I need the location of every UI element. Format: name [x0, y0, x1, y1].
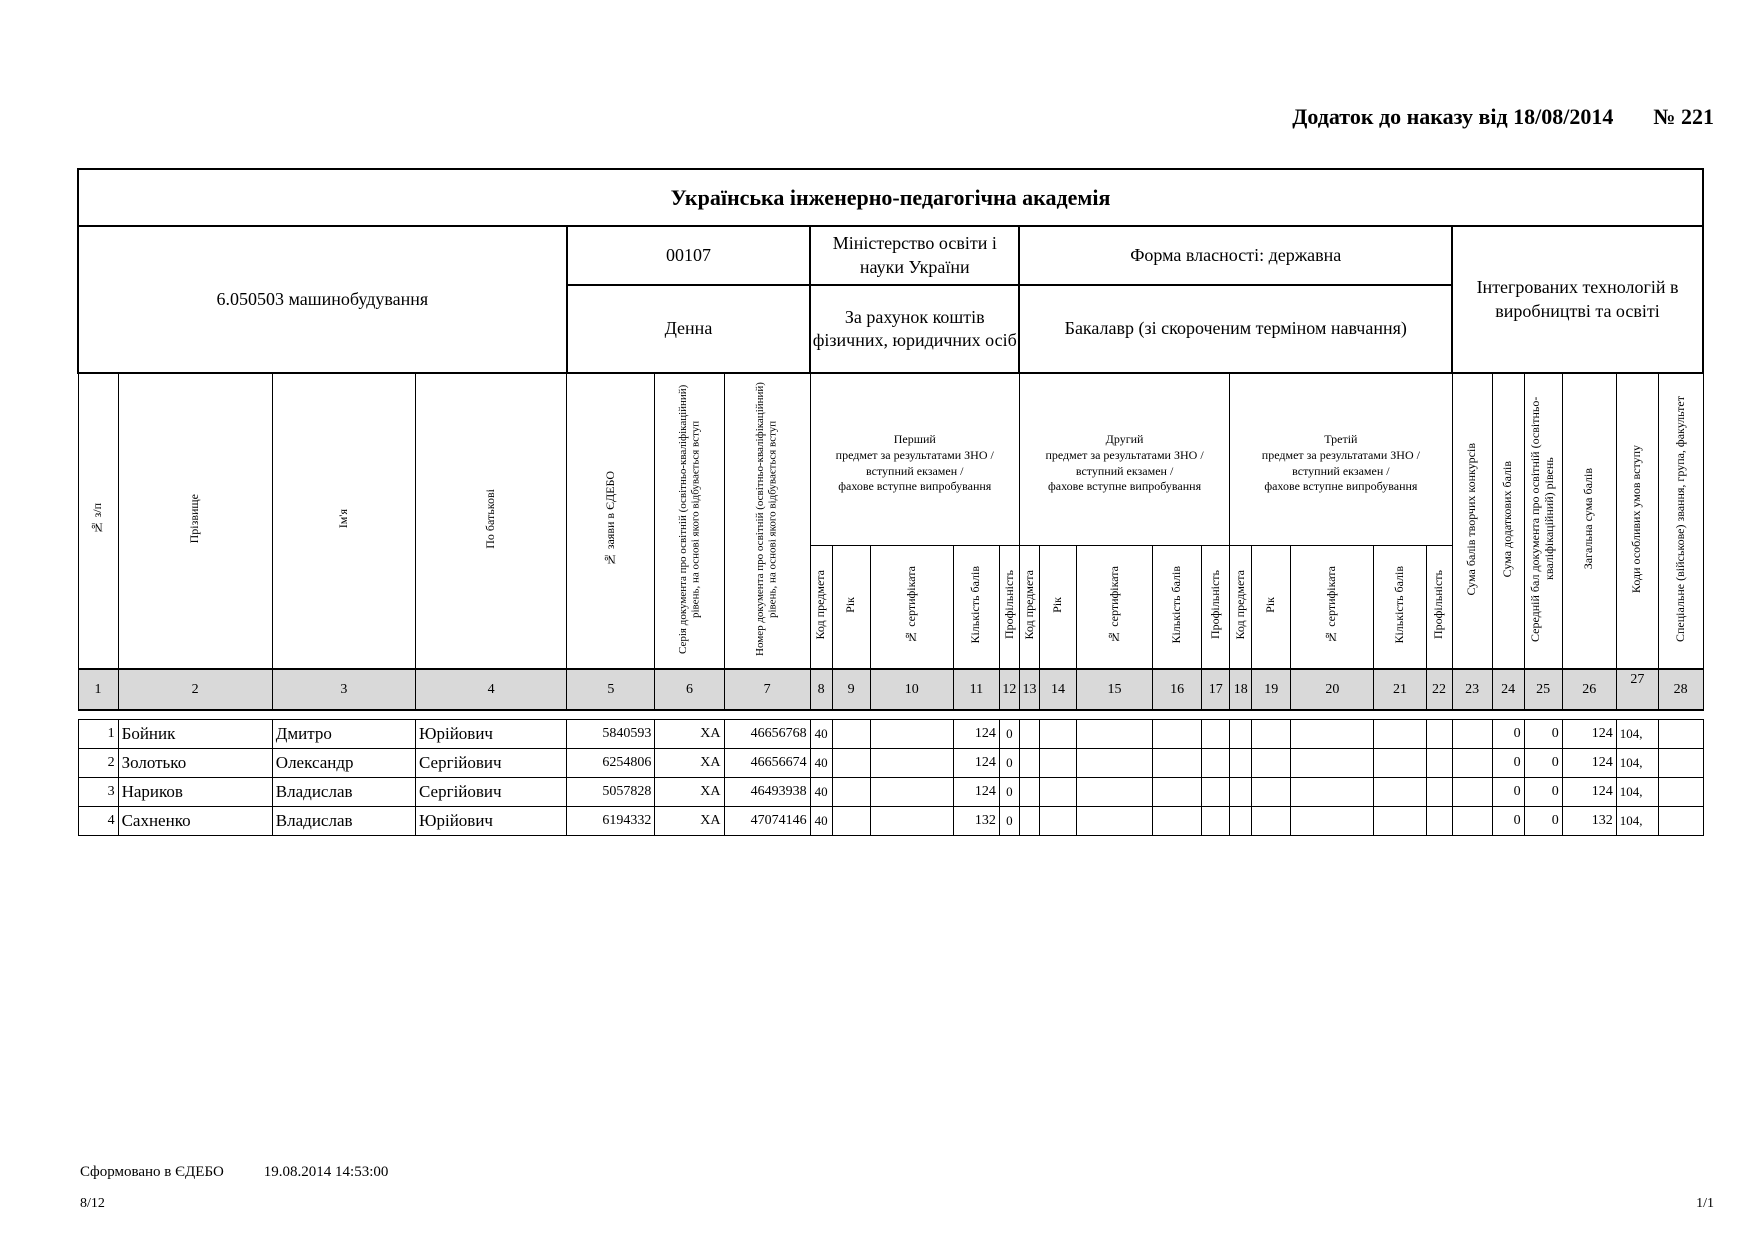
page-number: 1/1 [1696, 1196, 1714, 1211]
col-number: 1 [78, 669, 118, 710]
ministry-cell: Міністерство освіти і науки України [810, 226, 1019, 285]
col-number: 10 [870, 669, 953, 710]
col-surname: Прізвище [118, 373, 272, 669]
col-number: 12 [999, 669, 1019, 710]
col-s3-year: Рік [1252, 545, 1291, 669]
col-s2-year: Рік [1039, 545, 1076, 669]
table-row: 1 Бойник Дмитро Юрійович 5840593 ХА 46656768 40 124 0 0 0 124 104, [78, 720, 1703, 749]
col-s3-points: Кількість балів [1374, 545, 1426, 669]
col-s3-profile: Профільність [1426, 545, 1452, 669]
col-number: 7 [724, 669, 810, 710]
col-number: 2 [118, 669, 272, 710]
col-doc-series: Серія документа про освітній (освітньо-кваліфікаційний) рівень, на основі якого відбувається вступ [655, 373, 724, 669]
col-number: 6 [655, 669, 724, 710]
col-number: 28 [1658, 669, 1703, 710]
col-number: 23 [1452, 669, 1492, 710]
col-number: 21 [1374, 669, 1426, 710]
col-number: 8 [810, 669, 832, 710]
order-header [1292, 104, 1714, 130]
col-subject-2: Другий предмет за результатами ЗНО / вступний екзамен / фахове вступне випробування [1019, 373, 1229, 545]
col-s1-code: Код предмета [810, 545, 832, 669]
col-creative-points: Сума балів творчих конкурсів [1452, 373, 1492, 669]
col-additional-points: Сума додаткових балів [1492, 373, 1524, 669]
col-s1-year: Рік [832, 545, 870, 669]
code-cell: 00107 [567, 226, 810, 285]
col-number: 13 [1019, 669, 1039, 710]
col-number: 16 [1153, 669, 1202, 710]
degree-cell: Бакалавр (зі скороченим терміном навчання) [1019, 285, 1452, 373]
col-s1-profile: Профільність [999, 545, 1019, 669]
col-number: 3 [272, 669, 415, 710]
col-s2-cert: № сертифіката [1077, 545, 1153, 669]
order-number: № 221 [1653, 104, 1714, 129]
ownership-cell: Форма власності: державна [1019, 226, 1452, 285]
col-number: 25 [1524, 669, 1562, 710]
col-number: 27 [1616, 669, 1658, 710]
study-form-cell: Денна [567, 285, 810, 373]
col-average-grade: Середній бал документа про освітній (освітньо-кваліфікаційний) рівень [1524, 373, 1562, 669]
col-s3-code: Код предмета [1230, 545, 1252, 669]
col-patronymic: По батькові [416, 373, 567, 669]
faculty-cell: Інтегрованих технологій в виробництві та освіті [1452, 226, 1703, 373]
generated-datetime: 19.08.2014 14:53:00 [263, 1164, 389, 1180]
order-title: Додаток до наказу від 18/08/2014 [1292, 104, 1614, 129]
col-s2-points: Кількість балів [1153, 545, 1202, 669]
col-subject-1: Перший предмет за результатами ЗНО / вступний екзамен / фахове вступне випробування [810, 373, 1019, 545]
col-number: 24 [1492, 669, 1524, 710]
column-number-row [78, 669, 1703, 710]
col-s3-cert: № сертифіката [1291, 545, 1374, 669]
col-number: 20 [1291, 669, 1374, 710]
col-number: 18 [1230, 669, 1252, 710]
col-special-codes: Коди особливих умов вступу [1616, 373, 1658, 669]
col-number: 14 [1039, 669, 1076, 710]
col-doc-number: Номер документа про освітній (освітньо-кваліфікаційний) рівень, на основі якого відбувається вступ [724, 373, 810, 669]
generated-label: Сформовано в ЄДЕБО [80, 1164, 224, 1180]
col-name: Ім'я [272, 373, 415, 669]
col-number: 15 [1077, 669, 1153, 710]
col-number: 26 [1562, 669, 1616, 710]
col-special-rank: Спеціальне (військове) звання, група, факультет [1658, 373, 1703, 669]
col-subject-3: Третій предмет за результатами ЗНО / вступний екзамен / фахове вступне випробування [1230, 373, 1452, 545]
col-application-number: № заяви в ЄДЕБО [567, 373, 655, 669]
col-number: 4 [416, 669, 567, 710]
col-s1-cert: № сертифіката [870, 545, 953, 669]
sheet-number: 8/12 [80, 1196, 105, 1211]
col-s2-profile: Профільність [1202, 545, 1230, 669]
table-row: 3 Нариков Владислав Сергійович 5057828 ХА 46493938 40 124 0 0 0 124 104, [78, 778, 1703, 807]
table-row: 2 Золотько Олександр Сергійович 6254806 ХА 46656674 40 124 0 0 0 124 104, [78, 749, 1703, 778]
table-row: 4 Сахненко Владислав Юрійович 6194332 ХА 47074146 40 132 0 0 0 132 104, [78, 807, 1703, 836]
footer-generated [80, 1164, 388, 1181]
col-total-points: Загальна сума балів [1562, 373, 1616, 669]
col-s1-points: Кількість балів [953, 545, 999, 669]
institution-title: Українська інженерно-педагогічна академія [78, 169, 1703, 226]
col-number: 5 [567, 669, 655, 710]
col-number: 11 [953, 669, 999, 710]
specialty-cell: 6.050503 машинобудування [78, 226, 567, 373]
col-number: 22 [1426, 669, 1452, 710]
funding-cell: За рахунок коштів фізичних, юридичних осіб [810, 285, 1019, 373]
col-number: 9 [832, 669, 870, 710]
col-no: № з/п [78, 373, 118, 669]
col-s2-code: Код предмета [1019, 545, 1039, 669]
admission-table [77, 168, 1704, 836]
col-number: 19 [1252, 669, 1291, 710]
col-number: 17 [1202, 669, 1230, 710]
